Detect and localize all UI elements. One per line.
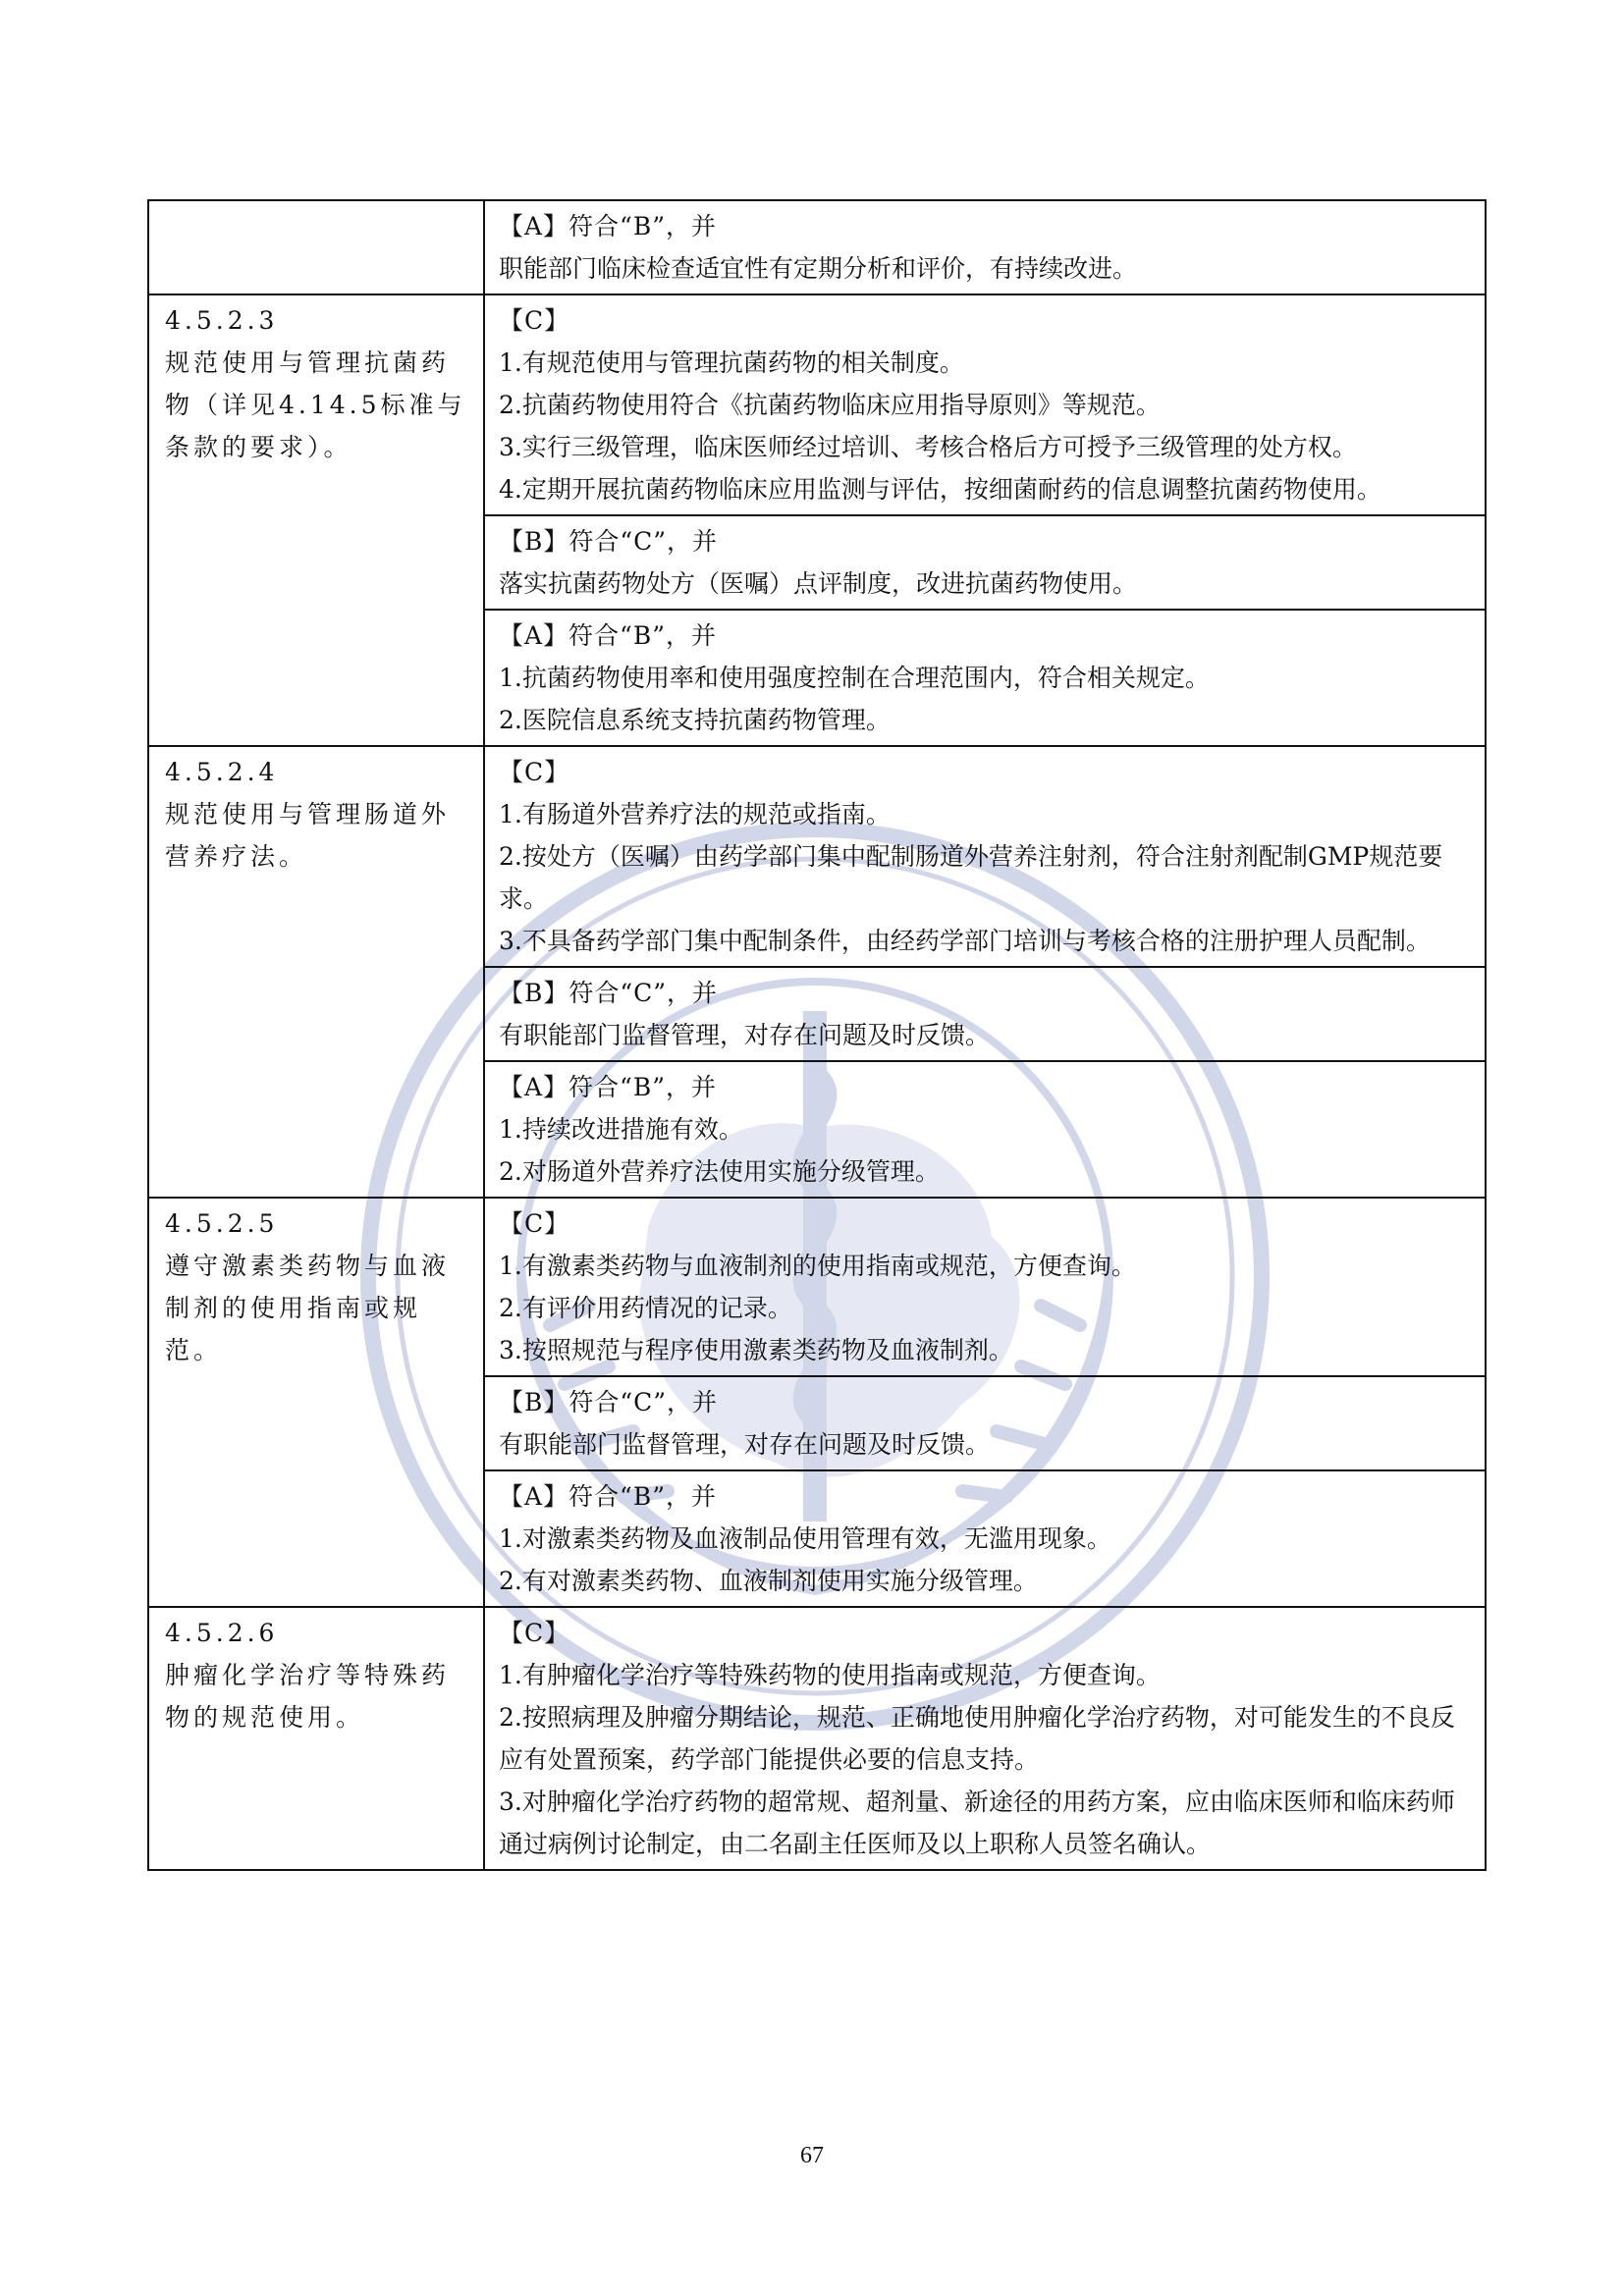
grade-criterion: 2.按处方（医嘱）由药学部门集中配制肠道外营养注射剂，符合注射剂配制GMP规范要求。 <box>499 842 1443 913</box>
standard-item-cell <box>148 1198 484 1607</box>
grade-cell <box>484 515 1486 610</box>
standards-table <box>147 199 1487 1871</box>
grade-criterion: 3.按照规范与程序使用激素类药物及血液制剂。 <box>499 1336 1013 1364</box>
table-row <box>148 746 1486 967</box>
standard-item-number: 4.5.2.5 <box>165 1209 279 1238</box>
grade-criterion: 2.医院信息系统支持抗菌药物管理。 <box>499 706 891 734</box>
grade-criterion: 有职能部门监督管理，对存在问题及时反馈。 <box>499 1021 991 1049</box>
grade-heading: 【C】 <box>499 1619 570 1647</box>
standard-item-title: 规范使用与管理肠道外营养疗法。 <box>165 800 451 871</box>
standard-item-title: 肿瘤化学治疗等特殊药物的规范使用。 <box>165 1661 451 1732</box>
grade-cell <box>484 1607 1486 1870</box>
grade-criterion: 1.有激素类药物与血液制剂的使用指南或规范，方便查询。 <box>499 1252 1136 1280</box>
grade-heading: 【A】符合“B”，并 <box>499 212 717 240</box>
grade-criterion: 4.定期开展抗菌药物临床应用监测与评估，按细菌耐药的信息调整抗菌药物使用。 <box>499 475 1381 504</box>
grade-criterion: 1.对激素类药物及血液制品使用管理有效，无滥用现象。 <box>499 1524 1111 1553</box>
grade-cell <box>484 294 1486 515</box>
standard-item-cell <box>148 746 484 1198</box>
grade-cell <box>484 967 1486 1061</box>
grade-criterion: 3.实行三级管理，临床医师经过培训、考核合格后方可授予三级管理的处方权。 <box>499 433 1357 461</box>
table-row <box>148 294 1486 515</box>
grade-heading: 【B】符合“C”，并 <box>499 527 719 556</box>
grade-cell <box>484 1470 1486 1607</box>
table-row <box>148 1198 1486 1376</box>
standard-item-number: 4.5.2.3 <box>165 306 279 335</box>
grade-cell <box>484 1198 1486 1376</box>
page-number: 67 <box>800 2143 824 2168</box>
standard-item-number: 4.5.2.4 <box>165 758 279 786</box>
grade-heading: 【A】符合“B”，并 <box>499 1482 717 1511</box>
grade-criterion: 2.对肠道外营养疗法使用实施分级管理。 <box>499 1157 940 1186</box>
grade-criterion: 3.对肿瘤化学治疗药物的超常规、超剂量、新途径的用药方案，应由临床医师和临床药师通过病例讨论制定，由二名副主任医师及以上职称人员签名确认。 <box>499 1788 1455 1858</box>
standard-item-cell <box>148 1607 484 1870</box>
grade-criterion: 有职能部门监督管理，对存在问题及时反馈。 <box>499 1430 991 1459</box>
grade-criterion: 2.按照病理及肿瘤分期结论，规范、正确地使用肿瘤化学治疗药物，对可能发生的不良反应有处置预案，药学部门能提供必要的信息支持。 <box>499 1703 1455 1774</box>
grade-cell <box>484 610 1486 746</box>
standard-item-title: 遵守激素类药物与血液制剂的使用指南或规范。 <box>165 1252 451 1364</box>
grade-heading: 【C】 <box>499 306 570 335</box>
table-row <box>148 200 1486 294</box>
grade-heading: 【A】符合“B”，并 <box>499 1073 717 1101</box>
grade-cell <box>484 1061 1486 1198</box>
grade-criterion: 2.有评价用药情况的记录。 <box>499 1294 792 1322</box>
standard-item-title: 规范使用与管理抗菌药物（详见4.14.5标准与条款的要求）。 <box>165 348 466 461</box>
grade-criterion: 1.有规范使用与管理抗菌药物的相关制度。 <box>499 348 964 377</box>
table-row <box>148 1607 1486 1870</box>
grade-heading: 【B】符合“C”，并 <box>499 979 719 1007</box>
standard-item-cell <box>148 200 484 294</box>
grade-criterion: 1.有肿瘤化学治疗等特殊药物的使用指南或规范，方便查询。 <box>499 1661 1161 1689</box>
grade-cell <box>484 200 1486 294</box>
grade-criterion: 1.抗菌药物使用率和使用强度控制在合理范围内，符合相关规定。 <box>499 664 1210 692</box>
grade-cell <box>484 1376 1486 1470</box>
grade-criterion: 2.抗菌药物使用符合《抗菌药物临床应用指导原则》等规范。 <box>499 391 1161 419</box>
grade-criterion: 1.有肠道外营养疗法的规范或指南。 <box>499 800 891 828</box>
grade-criterion: 2.有对激素类药物、血液制剂使用实施分级管理。 <box>499 1567 1038 1595</box>
grade-criterion: 落实抗菌药物处方（医嘱）点评制度，改进抗菌药物使用。 <box>499 569 1138 598</box>
grade-heading: 【C】 <box>499 758 570 786</box>
grade-criterion: 3.不具备药学部门集中配制条件，由经药学部门培训与考核合格的注册护理人员配制。 <box>499 927 1431 955</box>
grade-criterion: 职能部门临床检查适宜性有定期分析和评价，有持续改进。 <box>499 254 1138 283</box>
table-body <box>148 200 1486 1870</box>
grade-heading: 【B】符合“C”，并 <box>499 1388 719 1416</box>
grade-heading: 【A】符合“B”，并 <box>499 621 717 650</box>
standard-item-number: 4.5.2.6 <box>165 1619 279 1647</box>
grade-cell <box>484 746 1486 967</box>
standard-item-cell <box>148 294 484 746</box>
grade-heading: 【C】 <box>499 1209 570 1238</box>
grade-criterion: 1.持续改进措施有效。 <box>499 1115 743 1144</box>
